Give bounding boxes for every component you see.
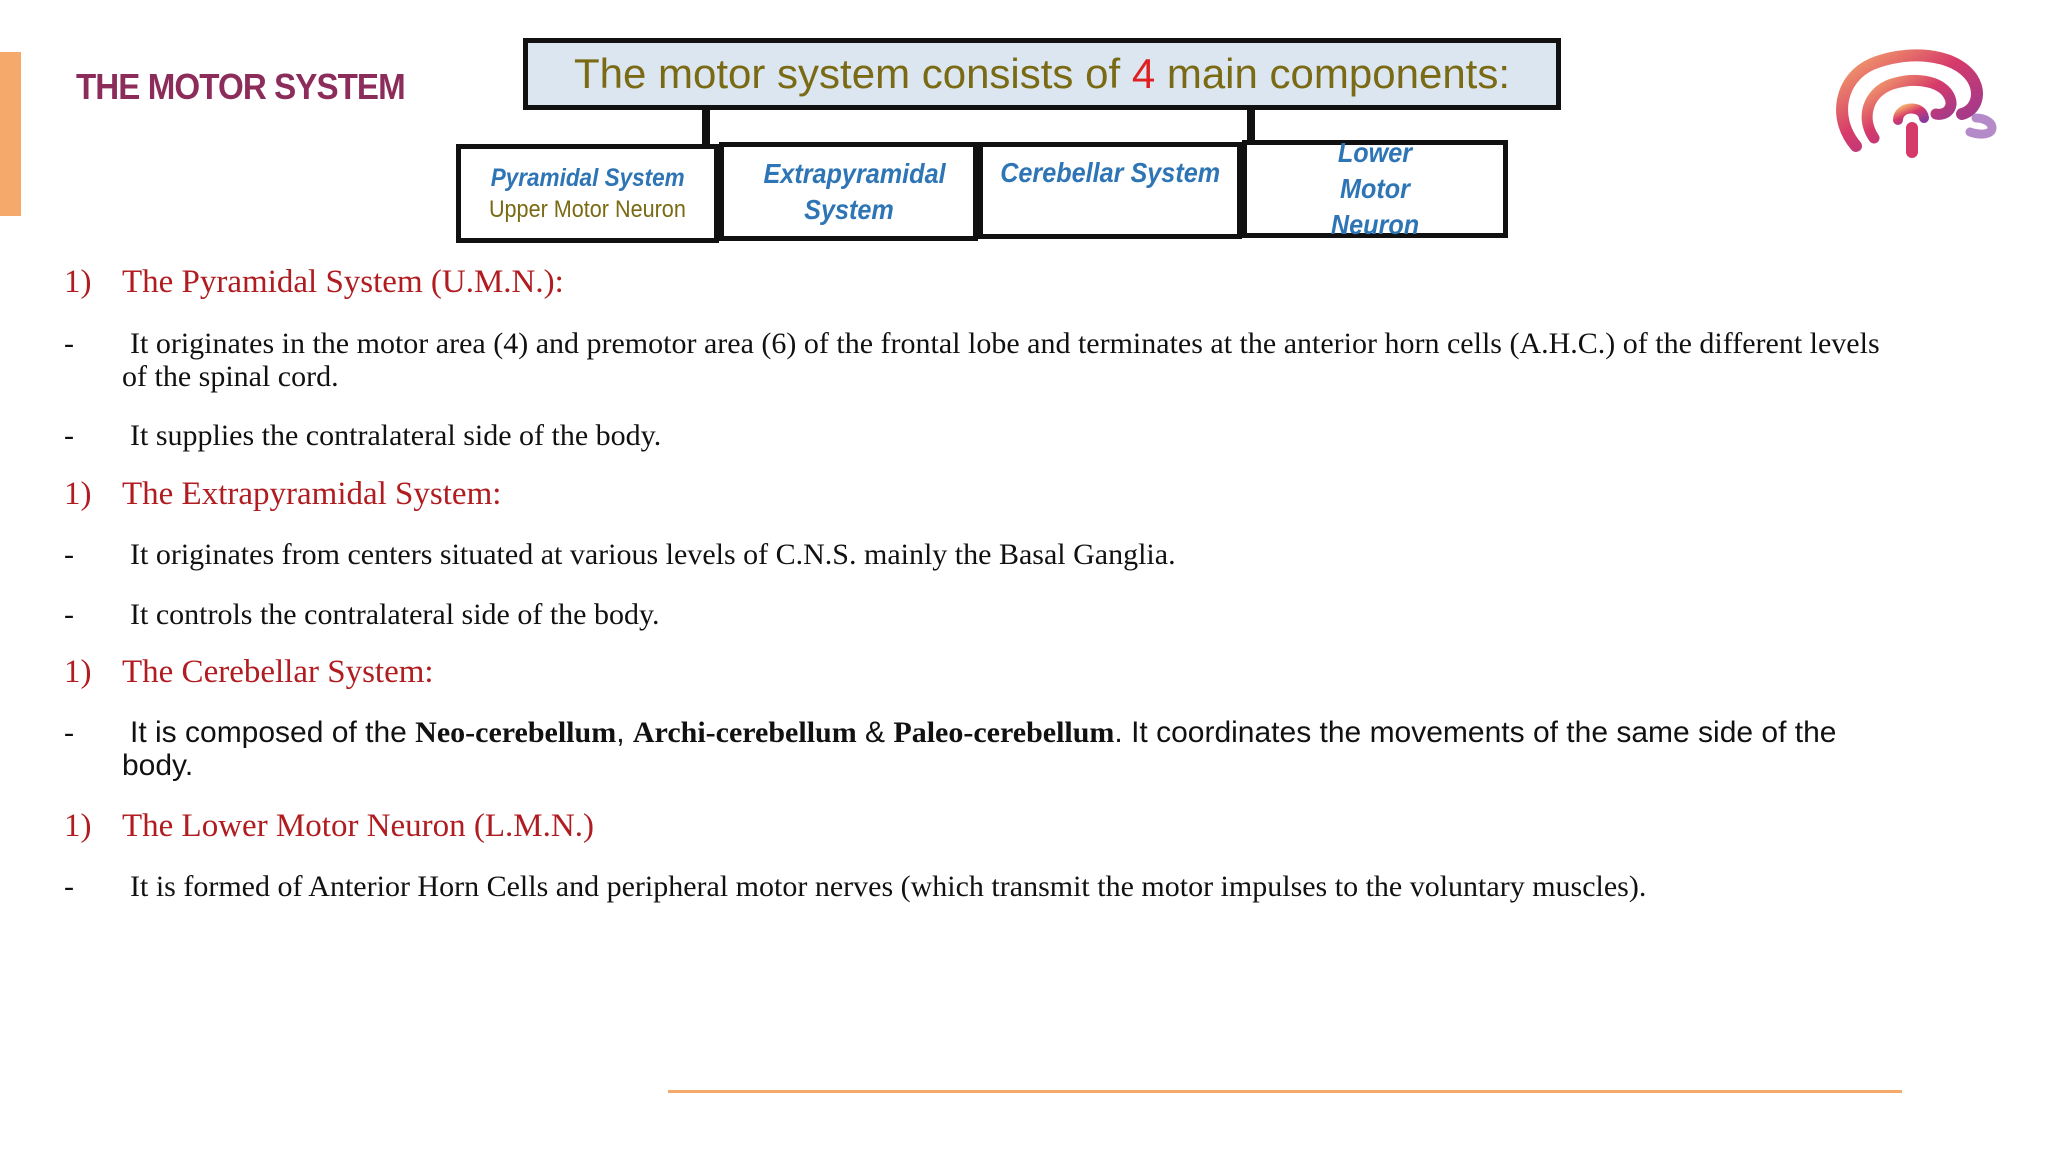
- bullet-dash: -: [64, 716, 74, 749]
- section-title: The Extrapyramidal System:: [122, 476, 502, 512]
- section-heading-lower-motor-neuron: [64, 808, 594, 845]
- components-header-box: [523, 38, 1561, 110]
- bullet-text-part: ,: [616, 716, 633, 749]
- section-heading-extrapyramidal: [64, 476, 501, 513]
- bullet-item: [64, 870, 1904, 903]
- paleo-cerebellum-term: Paleo-cerebellum: [893, 716, 1115, 749]
- bullet-item: [64, 716, 1904, 782]
- bullet-text: It originates in the motor area (4) and premotor area (6) of the frontal lobe and terminates at the anterior horn cells (A.H.C.) of the different levels of the spinal cord.: [122, 327, 1880, 393]
- bullet-item: [64, 598, 1904, 631]
- header-text-before: The motor system consists of: [573, 50, 1132, 97]
- section-number: 1): [64, 654, 92, 690]
- bullet-dash: -: [64, 598, 74, 631]
- bullet-dash: -: [64, 538, 74, 571]
- slide-title: THE MOTOR SYSTEM: [76, 66, 405, 107]
- bullet-text: It is formed of Anterior Horn Cells and peripheral motor nerves (which transmit the motor impulses to the voluntary muscles).: [130, 870, 1647, 903]
- footer-divider-line: [668, 1090, 1902, 1093]
- bullet-text: It supplies the contralateral side of the body.: [130, 419, 662, 452]
- component-extrapyramidal-label: Extrapyramidal System: [763, 157, 946, 225]
- accent-side-bar: [0, 52, 21, 216]
- component-pyramidal-label: Pyramidal System: [490, 163, 685, 192]
- bullet-text: It controls the contralateral side of the body.: [130, 598, 660, 631]
- archi-cerebellum-term: Archi-cerebellum: [632, 716, 857, 749]
- section-heading-pyramidal: [64, 264, 564, 301]
- bullet-text: It originates from centers situated at various levels of C.N.S. mainly the Basal Ganglia.: [130, 538, 1176, 571]
- section-number: 1): [64, 264, 92, 300]
- bullet-text-part: &: [856, 716, 894, 749]
- bullet-dash: -: [64, 327, 74, 360]
- section-title: The Lower Motor Neuron (L.M.N.): [122, 808, 594, 844]
- section-number: 1): [64, 476, 92, 512]
- neo-cerebellum-term: Neo-cerebellum: [415, 716, 617, 749]
- brain-logo-icon: [1826, 48, 1998, 164]
- header-number: 4: [1131, 50, 1156, 97]
- section-title: The Pyramidal System (U.M.N.):: [122, 264, 564, 300]
- component-box-lower-motor-neuron: [1242, 137, 1508, 240]
- section-heading-cerebellar: [64, 654, 434, 691]
- component-box-pyramidal: [456, 144, 719, 243]
- component-pyramidal-sublabel: Upper Motor Neuron: [489, 195, 686, 223]
- connector-left: [702, 110, 710, 144]
- bullet-item: [64, 419, 1904, 452]
- bullet-dash: -: [64, 870, 74, 903]
- connector-right: [1247, 110, 1255, 142]
- bullet-text-part: It is composed of the: [130, 716, 416, 749]
- section-number: 1): [64, 808, 92, 844]
- component-cerebellar-label: Cerebellar System: [1000, 157, 1220, 188]
- component-box-cerebellar: [978, 142, 1242, 239]
- bullet-item: [64, 327, 1904, 393]
- header-text-after: main components:: [1155, 50, 1511, 97]
- component-lower-motor-neuron-label: Lower Motor Neuron: [1330, 137, 1420, 240]
- bullet-dash: -: [64, 419, 74, 452]
- section-title: The Cerebellar System:: [122, 654, 434, 690]
- bullet-text-part: . It coordinates the movements of the same side of the body.: [122, 716, 1837, 782]
- component-box-extrapyramidal: [719, 142, 978, 241]
- bullet-text: [122, 716, 1904, 782]
- bullet-item: [64, 538, 1904, 571]
